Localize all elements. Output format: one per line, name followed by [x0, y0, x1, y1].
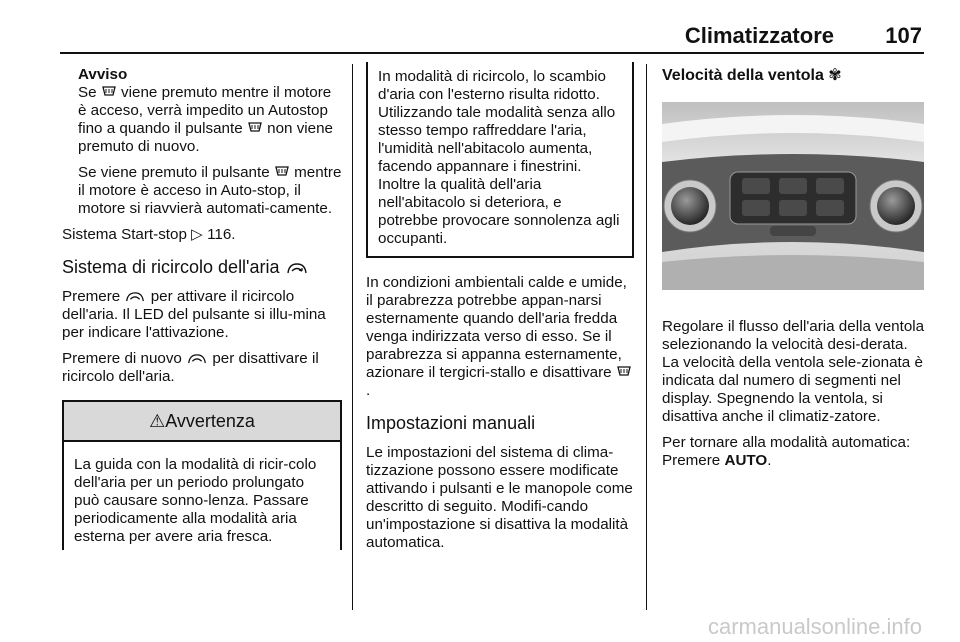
- paragraph: Premere di nuovo per disattivare il ricircolo dell'aria.: [62, 350, 319, 385]
- warning-title: Avvertenza: [165, 411, 255, 431]
- note-paragraph: Se viene premuto mentre il motore è acceso, verrà impedito un Autostop fino a quando il pulsante non viene premuto di nuovo.: [78, 84, 334, 155]
- warning-box: [62, 400, 342, 550]
- rear-defrost-icon: [616, 365, 632, 379]
- paragraph: Per tornare alla modalità automatica: Premere AUTO.: [662, 434, 911, 469]
- watermark: carmanualsonline.info: [707, 614, 922, 639]
- column-middle: [366, 64, 634, 560]
- paragraph: Regolare il flusso dell'aria della ventola selezionando la velocità desi-derata. La velocità della ventola sele-zionata è indicata dal numero di segmenti nel display. Spegnendo la ventola, si disattiva anche il climatiz-zatore.: [662, 318, 925, 425]
- fan-icon: ✾: [828, 67, 842, 84]
- page-header: [60, 0, 924, 54]
- note-title: Avviso: [78, 66, 128, 83]
- column-divider: [646, 64, 647, 610]
- note-block: [62, 66, 342, 218]
- climate-control-panel-image: [662, 102, 924, 290]
- cross-reference: Sistema Start-stop ▷ 116.: [62, 226, 236, 243]
- auto-keyword: AUTO: [724, 452, 768, 469]
- column-divider: [352, 64, 353, 610]
- warning-box-continued: In modalità di ricircolo, lo scambio d'aria con l'esterno risulta ridotto. Utilizzando tale modalità senza allo stesso tempo raffreddare l'aria, l'umidità nell'abitacolo aumenta, facendo appannare i finestrini. Inoltre la qualità dell'aria nell'abitacolo si deteriora, e potrebbe provocare sonnolenza agli occupanti.: [366, 62, 634, 258]
- recirculation-icon: [124, 290, 146, 303]
- arrow-icon: ▷: [191, 226, 203, 243]
- column-right: [662, 66, 928, 478]
- rear-defrost-icon: [247, 121, 263, 135]
- rear-defrost-icon: [101, 85, 117, 99]
- paragraph: Premere per attivare il ricircolo dell'aria. Il LED del pulsante si illu-mina per indicare l'attivazione.: [62, 288, 326, 341]
- section-heading: Velocità della ventola ✾: [662, 67, 842, 84]
- page-number: 107: [885, 23, 922, 48]
- warning-text: La guida con la modalità di ricir-colo dell'aria per un periodo prolungato può causare sonno-lenza. Passare periodicamente alla modalità aria esterna per avere aria fresca.: [74, 456, 317, 545]
- section-heading: Impostazioni manuali: [366, 413, 536, 433]
- warning-icon: ⚠: [149, 411, 166, 431]
- paragraph: Le impostazioni del sistema di clima-tizzazione possono essere modificate attivando i pulsanti e le manopole come descritto di seguito. Modifi-cando un'impostazione si disattiva la modalità automatica.: [366, 444, 633, 551]
- column-left: [62, 66, 342, 550]
- section-heading: Sistema di ricircolo dell'aria: [62, 256, 342, 278]
- rear-defrost-icon: [274, 165, 290, 179]
- page-title: Climatizzatore: [684, 23, 834, 48]
- warning-header: [64, 402, 340, 442]
- recirculation-icon: [285, 261, 309, 275]
- paragraph: In condizioni ambientali calde e umide, il parabrezza potrebbe appan-narsi esternamente quando dell'aria fredda venga indirizzata verso di esso. Se il parabrezza si appanna esternamente, azionare il tergicri-stallo e disattivare .: [366, 274, 634, 400]
- note-paragraph: Se viene premuto il pulsante mentre il motore è acceso in Auto-stop, il motore si riavvierà automati-camente.: [78, 164, 342, 217]
- recirculation-icon: [186, 352, 208, 365]
